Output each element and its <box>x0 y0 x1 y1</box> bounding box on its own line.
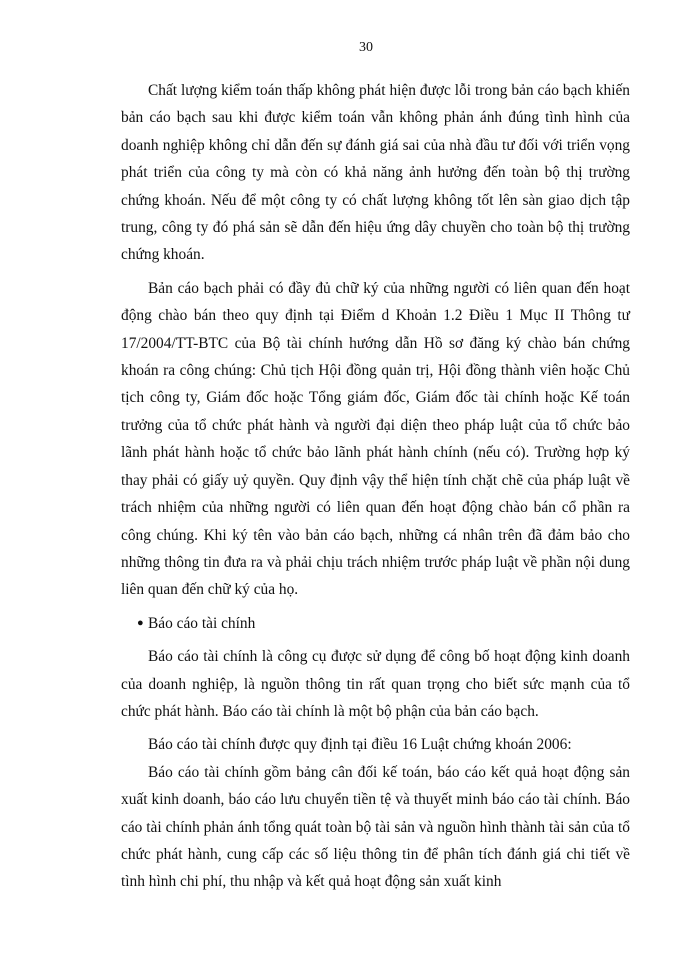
paragraph-financial-report-content: Báo cáo tài chính gồm bảng cân đối kế toán, báo cáo kết quả hoạt động sản xuất kinh doanh, báo cáo lưu chuyển tiền tệ và thuyết minh báo cáo tài chính. Báo cáo tài chính phản ánh tổng quát toàn bộ tài sản và nguồn hình thành tài sản của tổ chức phát hành, cung cấp các số liệu thông tin để phân tích đánh giá chi tiết về tình hình chi phí, thu nhập và kết quả hoạt động sản xuất kinh <box>121 763 630 891</box>
paragraph-audit-quality: Chất lượng kiểm toán thấp không phát hiện được lỗi trong bản cáo bạch khiến bản cáo bạch sau khi được kiểm toán vẫn không phản ánh đúng tình hình của doanh nghiệp không chỉ dẫn đến sự đánh giá sai của nhà đầu tư đối với triển vọng phát triển của công ty mà còn có khả năng ảnh hưởng đến toàn bộ thị trường chứng khoán. Nếu để một công ty có chất lượng không tốt lên sàn giao dịch tập trung, công ty đó phá sản sẽ dẫn đến hiệu ứng dây chuyền cho toàn bộ thị trường chứng khoán. <box>121 82 630 264</box>
bullet-label: Báo cáo tài chính <box>148 614 256 632</box>
document-body <box>121 77 630 896</box>
paragraph-financial-report-tool: Báo cáo tài chính là công cụ được sử dụng để công bố hoạt động kinh doanh của doanh nghiệp, là nguồn thông tin rất quan trọng cho biết sức mạnh của tổ chức phát hành. Báo cáo tài chính là một bộ phận của bản cáo bạch. <box>121 648 630 720</box>
bullet-item-financial-report <box>121 610 630 637</box>
paragraph-signatures: Bản cáo bạch phải có đầy đủ chữ ký của những người có liên quan đến hoạt động chào bán theo quy định tại Điểm d Khoản 1.2 Điều 1 Mục II Thông tư 17/2004/TT-BTC của Bộ tài chính hướng dẫn Hồ sơ đăng ký chào bán chứng khoán ra công chúng: Chủ tịch Hội đồng quản trị, Hội đồng thành viên hoặc Chủ tịch công ty, Giám đốc hoặc Tổng giám đốc, Giám đốc tài chính hoặc Kế toán trưởng của tổ chức phát hành và người đại diện theo pháp luật của tổ chức bảo lãnh phát hành hoặc tổ chức bảo lãnh phát hành chính (nếu có). Trường hợp ký thay phải có giấy uỷ quyền. Quy định vậy thể hiện tính chặt chẽ của pháp luật về trách nhiệm của những người có liên quan đến hoạt động chào bán cổ phần ra công chúng. Khi ký tên vào bản cáo bạch, những cá nhân trên đã đảm bảo cho những thông tin đưa ra và phải chịu trách nhiệm trước pháp luật về phần nội dung liên quan đến chữ ký của họ. <box>121 279 630 599</box>
page-number: 30 <box>359 40 373 55</box>
bullet-icon: ● <box>137 616 144 629</box>
paragraph-law-reference: Báo cáo tài chính được quy định tại điều 16 Luật chứng khoán 2006: <box>148 736 572 754</box>
